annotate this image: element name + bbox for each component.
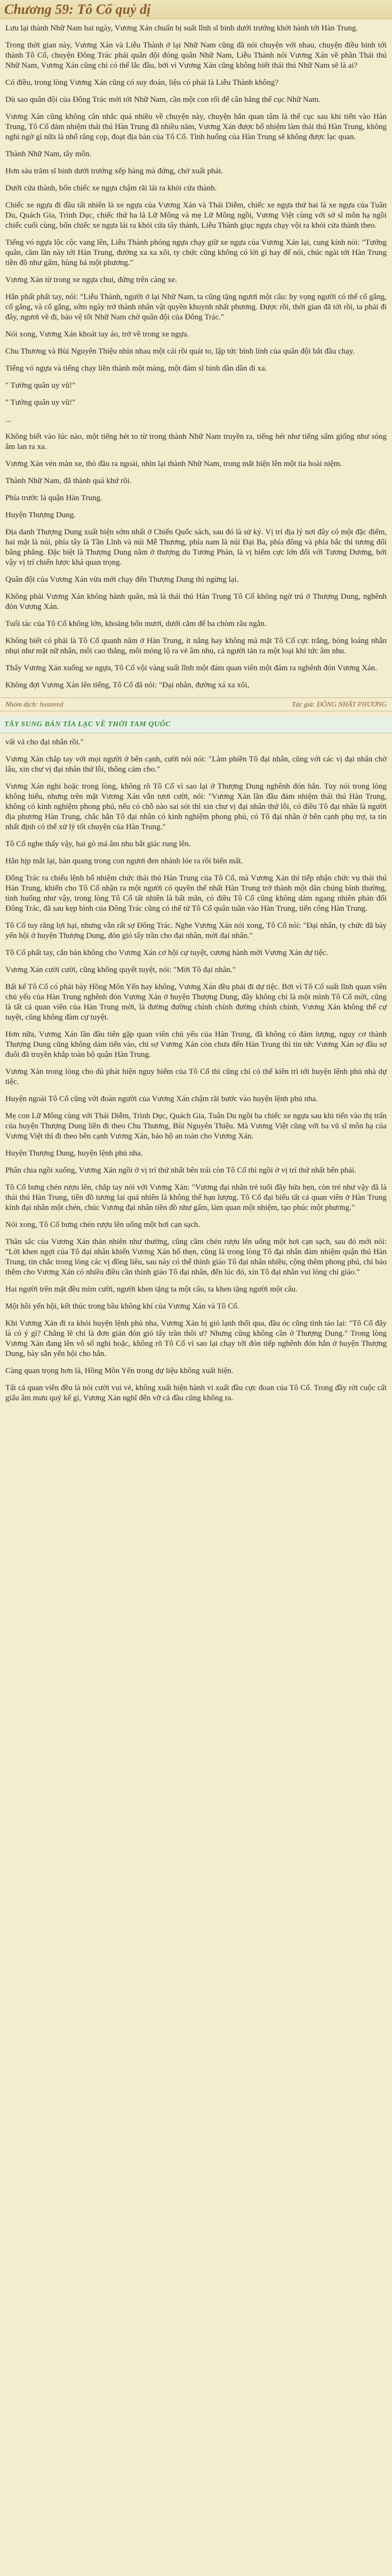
paragraph: Tô Cổ tuy rằng lợi hại, nhưng vẫn rất sợ Đông Trác. Nghe Vương Xán nói xong, Tô Cổ nói: "Đại nhân, ty chức đã bày yến hội ở huyện Thượng Dung, đón gió tẩy trần cho đại nhân, mời đại nhân." (5, 921, 387, 940)
paragraph: Địa danh Thượng Dung xuất hiện sớm nhất ở Chiến Quốc sách, sau đó là sử ký. Vị trí địa lý nơi đây có một đặc điểm, hai mặt là núi, phía tây là Tần Lĩnh và núi Mễ Thương, phía nam là núi Đại Ba, phía đông và phía bắc thì tương đối bằng phẳng. Đặc biệt là Thượng Dung nằm ở thượng du Tương Phàn, là vị hiểm cực lớn đối với Tương Dương, bởi vậy vị trí chiến lược khá quan trọng. (5, 528, 387, 567)
paragraph: Khi Vương Xán đi ra khỏi huyện lệnh phủ nha, Vương Xán bị gió lạnh thổi qua, đầu óc cũng tỉnh táo lại: "Tô Cổ đây là có ý gì? Chẳng lẽ chỉ là đơn giản đón gió tẩy trần thôi ư? Nhưng cũng không cần ở Thượng Dung." Trong lòng Vương Xán đang lên vô số nghi hoặc, không rõ Tô Cổ vì sao lại chạy tới đón tiếp nghênh đón hắn ở huyện Thượng Dung, bày sẵn yến hội cho hắn. (5, 1319, 387, 1358)
paragraph: Một hồi yến hội, kết thúc trong bầu không khí của Vương Xán và Tô Cổ. (5, 1302, 239, 1311)
paragraph: Vương Xán nghi hoặc trong lòng, không rõ Tô Cổ vì sao lại ở Thượng Dung nghênh đón hắn. Tuy nói trong lòng không hiểu, nhưng trên mặt Vương Xán vẫn tươi cười, nói: "Vương Xán lần đầu đảm nhiệm thái thú Hàn Trung, không có kinh nghiệm phong phú, nếu có chỗ nào sai sót thì xin chư vị đại nhân thứ lỗi, có điều Tô đại nhân là người địa phương Hàn Trung, chắc hẳn Tô đại nhân có kinh nghiệm phong phú, có Tô đại nhân ở bên cạnh phụ trợ, ta tin nhất định có thể xử lý tốt chuyện của Hàn Trung." (5, 782, 387, 831)
paragraph: Vương Xán cười cười, cũng không quyết tuyệt, nói: "Mời Tô đại nhân." (5, 966, 236, 974)
paragraph: Hắn phất phất tay, nói: "Liễu Thành, người ở lại Nhữ Nam, ta cũng tặng ngươi một câu: hy vọng người có thể cố gắng, cố gắng, và cố gắng, sớm ngày trở thành nhân vật quyền khuynh nhất phương. Được rồi, thời gian đã tới rồi, ta phải đi đây, ngươi về đi, bảo vệ tốt Nhữ Nam chờ quân đội của Đông Trác." (5, 293, 387, 322)
paragraph: Hắn hịp mắt lại, hàn quang trong con ngươi đen nhánh lóe ra rồi biến mất. (5, 857, 243, 865)
paragraph: Huyện Thượng Dung. (5, 511, 76, 519)
author-credit (292, 700, 387, 709)
paragraph: Bất kể Tô Cổ có phải bày Hồng Môn Yến hay không, Vương Xán đều phải đi dự tiệc. Bởi vì Tô Cổ suất lĩnh quan viên chủ yếu của Hàn Trung nghênh đón Vương Xán ở huyện Thượng Dung, đây không chỉ là một mình Tô Cổ mời, cũng là tất cả quan viên của Hàn Trung mời, là đường đường chính chính đường chính chính, Vương Xán không thể cự tuyệt, cũng không đàm cự tuyệt. (5, 983, 387, 1022)
paragraph: Vương Xán vén màn xe, thò đầu ra ngoài, nhìn lại thành Nhữ Nam, trong mắt hiện lên một tia hoài niệm. (5, 460, 342, 468)
paragraph: Tuổi tác của Tô Cổ không lớn, khoảng bốn mươi, dưới cằm để ba chòm râu ngắn. (5, 620, 267, 628)
chapter-content (0, 19, 392, 691)
paragraph: Quân đội của Vương Xán vừa mới chạy đến Thượng Dung thì ngừng lại. (5, 575, 239, 584)
paragraph: Dưới cửa thành, bốn chiếc xe ngựa chậm rãi lái ra khỏi cửa thành. (5, 184, 217, 192)
paragraph: Tiếng vó ngựa và tiếng chạy liền thành một mảng, một đám sĩ binh dần dần đi xa. (5, 364, 267, 373)
paragraph: Đông Trác ra chiếu lệnh bổ nhiệm chức thái thú Hàn Trung của Tô Cổ, mà Vương Xán thì tiếp nhận chức vụ thái thú Hàn Trung, khiến cho Tô Cổ nhận ra một người có quyền thế nhất Hàn Trung trở thành một dân chúng bình thường, tình huống như vậy, trong lòng Tô Cổ tất nhiên là bất mãn, có điều Tô Cổ cũng không dám ngang nhiên phản đối Đông Trác, đã sau kẹp bình của Đông Trác cũng có thể tử Tô Cổ quân tuần vào Hàn Trung, tiến công Hàn Trung. (5, 874, 387, 913)
chapter-title: Chương 59: Tô Cổ quỷ dị (4, 1, 151, 17)
paragraph: Mẹ con Lữ Mông cùng với Thái Diễm, Trình Dục, Quách Gia, Tuân Du ngồi ba chiếc xe ngựa sau khi tiến vào thị trấn của huyện Thượng Dung liền đi theo Chu Thương, Bùi Nguyên Thiệu. Mà Vương Việt cũng với ba vũ sĩ môn hạ của Vương Việt thì đi theo bên cạnh Vương Xán, bảo hộ an toàn cho Vương Xán. (5, 1112, 387, 1141)
paragraph: Tô Cổ nghe thấy vậy, hai gò má âm nhu bắt giác rung lên. (5, 840, 191, 848)
paragraph: " Tướng quân uy vũ!" (5, 398, 76, 407)
paragraph: Lưu lại thành Nhữ Nam hai ngày, Vương Xán chuẩn bị suất lĩnh sĩ binh dưới trướng khởi hành tới Hàn Trung. (5, 24, 358, 33)
paragraph: Chiếc xe ngựa đi đầu tất nhiên là xe ngựa của Vương Xán và Thái Diễm, chiếc xe ngựa thứ hai là xe ngựa của Tuân Du, Quách Gia, Trình Dục, chiếc thứ ba là Lữ Mông và mẹ Lữ Mông ngồi, Vương Việt cùng với sở sĩ môn hạ ngồi chiếc cuối cùng, bốn chiếc xe ngựa lái ra khỏi cửa tây thành, Liễu Thành giục ngựa chạy vội ra khỏi cửa thành theo. (5, 201, 387, 230)
paragraph: Thấy Vương Xán xuống xe ngựa, Tô Cổ vội vàng suất lĩnh một đám quan viên một đám ra nghênh đón Vương Xán. (5, 664, 377, 672)
author-name: ĐÔNG NHẤT PHƯƠNG (317, 700, 387, 708)
paragraph: " Tướng quân uy vũ!" (5, 381, 76, 390)
section-header (0, 717, 392, 733)
paragraph: Vương Xán từ trong xe ngựa chui, đứng trên càng xe. (5, 276, 178, 284)
paragraph: vất vả cho đại nhân rồi." (5, 738, 84, 747)
paragraph: Phía trước là quận Hàn Trung. (5, 494, 102, 502)
paragraph: Thành Nhữ Nam, đã thành quá khứ rồi. (5, 477, 132, 485)
chapter-header (0, 0, 392, 19)
paragraph: Trong thời gian này, Vương Xán và Liễu Thành ở lại Nhữ Nam cũng đã nói chuyện với nhau, chuyện điều binh tới thành Tô Cổ, chuyện Đông Trác phái quân đội đóng quân Nhữ Nam, Liễu Thành nói Vương Xán về phần Thái thú Nhữ Nam, Vương Xán cũng chỉ có thể lắc đầu, bởi vì Vương Xán cũng không biết thái thú Nhữ Nam sẽ là ai? (5, 41, 387, 70)
book-title: TÂY SUNG BẢN TÍA LẠC VỀ THỜI TAM QUỐC (4, 720, 171, 728)
paragraph: Không đợi Vương Xán lên tiếng, Tô Cổ đã nói: "Đại nhân, đường xá xa xôi, (5, 681, 250, 689)
paragraph: Tiếng vó ngựa lộc cộc vang lên, Liễu Thành phóng ngựa chạy giữ xe ngựa của Vương Xán lại, cung kính nói: "Tướng quân, cầm lần này tới Hàn Trung, đường xa xa xôi, ty chức cũng không có lời gì hay để nói, chúc ngài tới Hàn Trung tiền đồ như gấm, hùng bá một phương." (5, 238, 387, 267)
paragraph: Chu Thương và Bùi Nguyên Thiệu nhìn nhau một cái rồi quát to, lập tức bình lính của quân đội bắt đầu chạy. (5, 347, 355, 356)
paragraph: Nói xong, Tô Cổ bưng chén rượu lên uống một hơi cạn sạch. (5, 1221, 201, 1229)
paragraph: Hai người trên mặt đều mỉm cười, người khen tặng ta một câu, ta khen tặng người một câu. (5, 1285, 298, 1294)
translator-label: Nhóm dịch: (5, 700, 38, 708)
paragraph: Thành Nhữ Nam, tây môn. (5, 150, 92, 158)
paragraph: Nói xong, Vương Xán khoát tay áo, trở về trong xe ngựa. (5, 330, 189, 339)
paragraph: Càng quan trọng hơn là, Hồng Môn Yến trong dự liệu không xuất hiện. (5, 1367, 234, 1375)
paragraph: Vương Xán trong lòng cho dù phát hiện nguy hiểm của Tô Cổ thì cũng chỉ có thể kiên trì tới huyện lệnh phủ nhà dự tiệc. (5, 1068, 387, 1086)
paragraph: ... (5, 415, 12, 424)
paragraph: Huyện Thượng Dung, huyện lệnh phủ nha. (5, 1149, 143, 1158)
paragraph: Huyện ngoài Tô Cổ cũng với đoàn người của Vương Xán chậm rãi bước vào huyện lệnh phủ nha. (5, 1095, 318, 1103)
paragraph: Không biết vào lúc nào, một tiếng hét to từ trong thành Nhữ Nam truyền ra, tiếng hét như tiếng sấm giống như sóng âm lan ra xa. (5, 432, 387, 451)
author-label: Tác giả: (292, 700, 315, 708)
paragraph: Hơn sáu trăm sĩ binh dưới trướng xếp hàng mà đứng, chờ xuất phát. (5, 167, 223, 175)
paragraph: Tô Cổ phất tay, cắn bản không cho Vương Xán cơ hội cự tuyệt, cương hành mời Vương Xán dự tiệc. (5, 949, 328, 957)
paragraph: Hơn nữa, Vương Xán lần đầu tiên gặp quan viên chủ yếu của Hàn Trung, đã không có đảm lượng, nguy cơ thành Thượng Dung cũng không dám tiến vào, chỉ sợ Vương Xán còn chưa đến Hàn Trung thì tin tức Vương Xán sợ đầu sợ đuôi đã truyền khắp toàn bộ quận Hàn Trung. (5, 1030, 387, 1059)
paragraph: Tất cả quan viên đều là nói cười vui vẻ, không xuất hiện hành vi xuất đầu cực đoan của Tô Cổ. Trong đầy rời cuộc cất giấu âm mưu quỷ kế gì, Vương Xán nghĩ đến vỡ cả đầu cũng không ra. (5, 1384, 387, 1402)
paragraph: Phân chia ngồi xuống, Vương Xán ngồi ở vị trí thứ nhất bên trái còn Tô Cổ thì ngồi ở vị trí thứ nhất bên phải. (5, 1166, 356, 1175)
paragraph: Vương Xán chắp tay với mọi người ở bên cạnh, cười nói nói: "Làm phiền Tô đại nhân, cũng với các vị đại nhân chờ lâu, xin chư vị đại nhân thứ lỗi, thông cảm cho." (5, 755, 387, 774)
chapter-content-continued (0, 733, 392, 1403)
paragraph: Thần sắc của Vương Xán thản nhiên như thường, cũng cầm chén rượu lên uống một hơi cạn sạch, sau đó mới nói: "Lời khen ngợi của Tô đại nhân khiến Vương Xán hổ thẹn, cũng là trong lòng Tô đại nhân đảm nhiệm quận thú Hàn Trung, tin chắc trong lòng các vị đồng liêu, sau này có thể thỉnh giáo Tô đại nhân nhiều, cộng thêm phong phú, chỉ bảo thêm cho Vương Xán có nhiều điều cần thỉnh giáo Tô đại nhân, đến lúc đó, xin Tô đại nhân vui lòng chỉ giáo." (5, 1238, 387, 1277)
paragraph: Tô Cổ bưng chén rượu lên, chắp tay nói với Vương Xán: "Vương đại nhân trẻ tuổi đầy hứa hẹn, còn trẻ như vậy đã là thái thú Hàn Trung, tiền đồ tương lai quả nhiên là không thể hạn lượng. Tô Cổ đại biểu tất cả quan viên ở Hàn Trung kính đại nhân một chén, chúc Vương đại nhân tiền đồ như gấm, làm quan một nhiệm, tạo phúc một phương." (5, 1183, 387, 1212)
paragraph: Có điều, trong lòng Vương Xán cũng có suy đoán, liệu có phải là Liễu Thành không? (5, 78, 279, 87)
paragraph: Không phải Vương Xán không hành quân, mà là thái thú Hàn Trung Tô Cổ không ngờ trú ở Thượng Dung, nghênh đón Vương Xán. (5, 592, 387, 611)
paragraph: Dù sao quân đội của Đông Trác mới tới Nhữ Nam, cần một con rối để cân bằng thế cục Nhữ Nam. (5, 95, 321, 104)
translator-credit (5, 700, 63, 709)
paragraph: Vương Xán cũng không cân nhắc quá nhiều về chuyện này, chuyện hắn quan tâm là thế cục sau khi tiến vào Hàn Trung, Tô Cổ đảm nhiệm thái thú Hàn Trung đã nhiều năm, Vương Xán được bổ nhiệm làm thái thú Hàn Trung, không nghi ngờ gì nữa là nhổ răng cọp, đoạt địa bàn của Tô Cổ. Tình huống của Hàn Trung sẽ không được lạc quan. (5, 113, 387, 141)
paragraph: Không biết có phải là Tô Cổ quanh năm ở Hàn Trung, ít nắng hay không mà mặt Tô Cổ cực trắng, bóng loáng nhẵn nhụi như mặt nữ nhân, môi cao thẳng, môi mỏng lộ ra vẻ âm nhu, cả người tản ra một loại khí tức âm nhu. (5, 637, 387, 655)
translator-name: hustered (39, 700, 63, 708)
chapter-footer (0, 697, 392, 711)
